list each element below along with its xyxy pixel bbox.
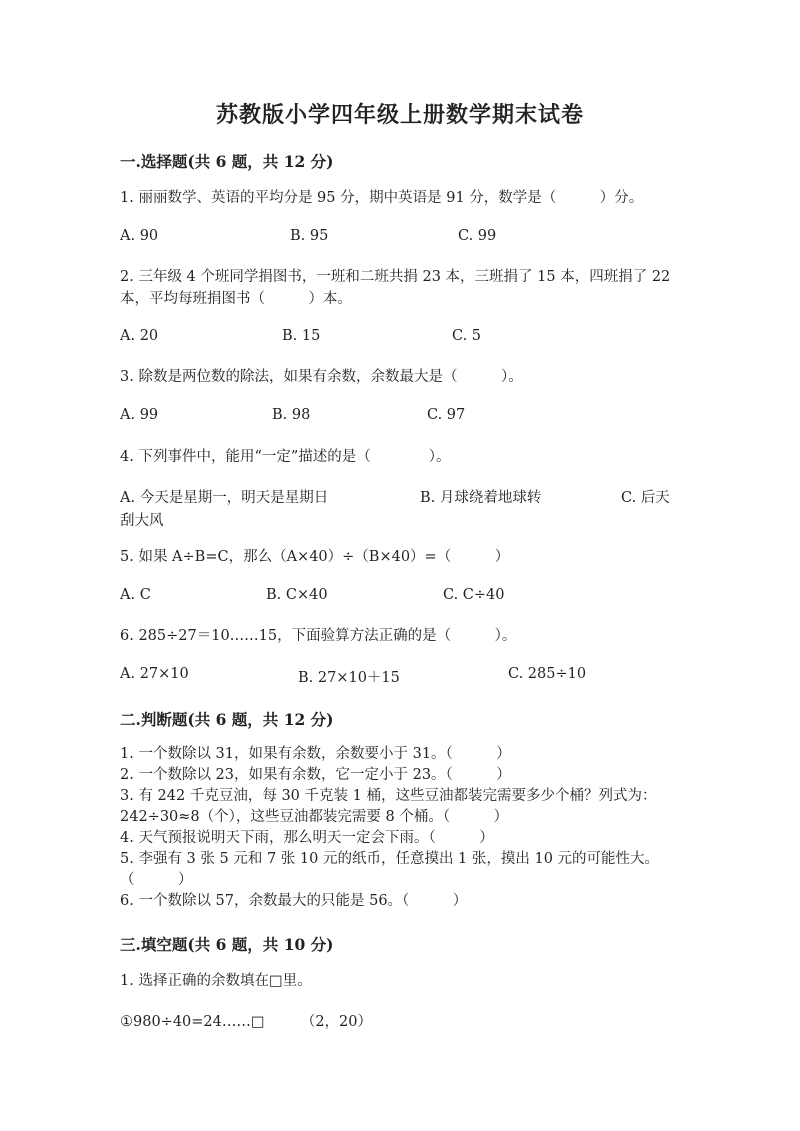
question-text: 4. 下列事件中，能用“一定”描述的是（ ）。 — [120, 449, 451, 465]
option-b: B. 98 — [272, 407, 311, 423]
question-text: 5. 如果 A÷B=C，那么（A×40）÷（B×40）=（ ） — [120, 549, 510, 565]
option-b: B. 27×10＋15 — [298, 670, 400, 686]
option-c: C. 97 — [427, 407, 466, 423]
option-a: A. C — [120, 587, 151, 603]
page-title: 苏教版小学四年级上册数学期末试卷 — [215, 102, 584, 128]
option-a: A. 20 — [120, 328, 159, 344]
judgment-item: 2. 一个数除以 23，如果有余数，它一定小于 23。（ ） — [120, 767, 511, 783]
option-c: C. 99 — [458, 228, 497, 244]
question-text: 2. 三年级 4 个班同学捐图书，一班和二班共捐 23 本，三班捐了 15 本，四班捐了 22 本，平均每班捐图书（ ）本。 — [120, 269, 671, 307]
option-a: A. 99 — [120, 407, 159, 423]
section-heading-choice: 一.选择题(共 6 题，共 12 分) — [120, 152, 334, 171]
option-b: B. 月球绕着地球转 — [420, 490, 542, 506]
option-c: C. 后天 — [621, 490, 670, 506]
option-a: A. 90 — [120, 228, 159, 244]
fill-blank-line: ①980÷40=24……□ （2，20） — [120, 1014, 373, 1030]
question-text: 3. 除数是两位数的除法，如果有余数，余数最大是（ ）。 — [120, 369, 523, 385]
option-b: B. 15 — [282, 328, 321, 344]
option-a: A. 今天是星期一，明天是星期日 — [120, 490, 329, 506]
option-c: C. 285÷10 — [508, 666, 587, 682]
section-heading-true-false: 二.判断题(共 6 题，共 12 分) — [120, 710, 334, 729]
section-heading-fill-blank: 三.填空题(共 6 题，共 10 分) — [120, 935, 334, 954]
option-b: B. C×40 — [266, 587, 328, 603]
question-text: 6. 285÷27＝10……15，下面验算方法正确的是（ ）。 — [120, 628, 517, 644]
option-a: A. 27×10 — [120, 666, 189, 682]
question-text: 1. 选择正确的余数填在□里。 — [120, 973, 312, 989]
judgment-item: 6. 一个数除以 57，余数最大的只能是 56。（ ） — [120, 893, 468, 909]
option-b: B. 95 — [290, 228, 329, 244]
option-c: C. 5 — [452, 328, 482, 344]
judgment-item: 1. 一个数除以 31，如果有余数，余数要小于 31。（ ） — [120, 746, 511, 762]
option-c-continuation: 刮大风 — [120, 513, 164, 529]
judgment-item: 3. 有 242 千克豆油，每 30 千克装 1 桶，这些豆油都装完需要多少个桶？列式为：242÷30≈8（个），这些豆油都装完需要 8 个桶。（ ） — [120, 788, 657, 825]
question-text: 1. 丽丽数学、英语的平均分是 95 分，期中英语是 91 分，数学是（ ）分。 — [120, 190, 644, 206]
judgment-item: 5. 李强有 3 张 5 元和 7 张 10 元的纸币，任意摸出 1 张，摸出 10 元的可能性大。 （ ） — [120, 851, 681, 888]
option-c: C. C÷40 — [443, 587, 505, 603]
judgment-item: 4. 天气预报说明天下雨，那么明天一定会下雨。（ ） — [120, 830, 494, 846]
